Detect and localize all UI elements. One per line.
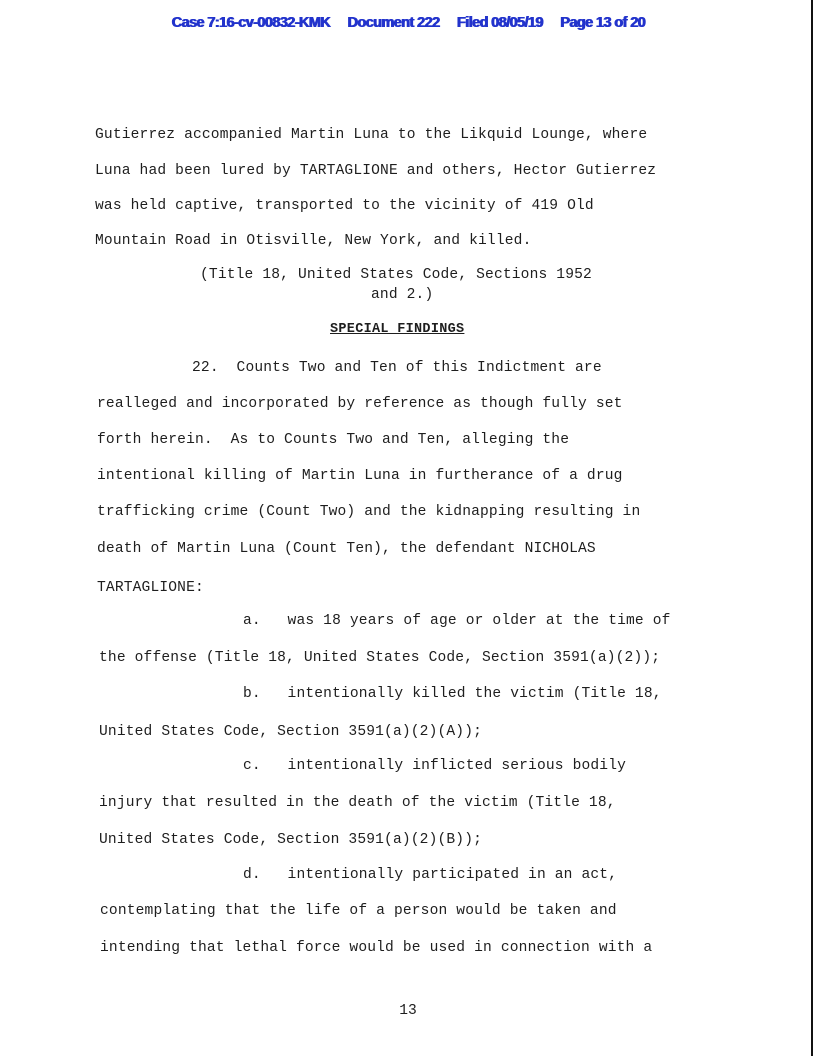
citation-line: and 2.) (371, 287, 434, 303)
body-line: trafficking crime (Count Two) and the kidnapping resulting in (97, 504, 641, 520)
court-filing-header (0, 15, 816, 31)
body-line: was held captive, transported to the vicinity of 419 Old (95, 198, 594, 214)
finding-line: United States Code, Section 3591(a)(2)(B)); (99, 832, 483, 848)
page-edge-rule (811, 0, 813, 1056)
document-number: Document 222 (347, 15, 440, 31)
filed-date: Filed 08/05/19 (456, 15, 543, 31)
body-line: forth herein. As to Counts Two and Ten, alleging the (97, 432, 570, 448)
body-line: intentional killing of Martin Luna in furtherance of a drug (97, 468, 623, 484)
citation-line: (Title 18, United States Code, Sections 1952 (200, 267, 592, 283)
finding-line: b. intentionally killed the victim (Title 18, (243, 686, 662, 702)
body-line: death of Martin Luna (Count Ten), the defendant NICHOLAS (97, 541, 596, 557)
case-number: Case 7:16-cv-00832-KMK (171, 15, 330, 31)
finding-line: United States Code, Section 3591(a)(2)(A)); (99, 724, 483, 740)
body-line: TARTAGLIONE: (97, 580, 204, 596)
body-line: 22. Counts Two and Ten of this Indictment are (192, 360, 602, 376)
body-line: realleged and incorporated by reference as though fully set (97, 396, 623, 412)
finding-line: the offense (Title 18, United States Code, Section 3591(a)(2)); (99, 650, 661, 666)
finding-line: contemplating that the life of a person would be taken and (100, 903, 617, 919)
body-line: Gutierrez accompanied Martin Luna to the Likquid Lounge, where (95, 127, 648, 143)
finding-line: c. intentionally inflicted serious bodily (243, 758, 627, 774)
finding-line: a. was 18 years of age or older at the time of (243, 613, 671, 629)
finding-line: intending that lethal force would be used in connection with a (100, 940, 653, 956)
body-line: Luna had been lured by TARTAGLIONE and others, Hector Gutierrez (95, 163, 657, 179)
body-line: Mountain Road in Otisville, New York, and killed. (95, 233, 532, 249)
finding-line: injury that resulted in the death of the victim (Title 18, (99, 795, 616, 811)
page-number: 13 (399, 1003, 417, 1019)
page-indicator: Page 13 of 20 (559, 15, 645, 31)
finding-line: d. intentionally participated in an act, (243, 867, 618, 883)
special-findings-heading: SPECIAL FINDINGS (330, 322, 465, 337)
